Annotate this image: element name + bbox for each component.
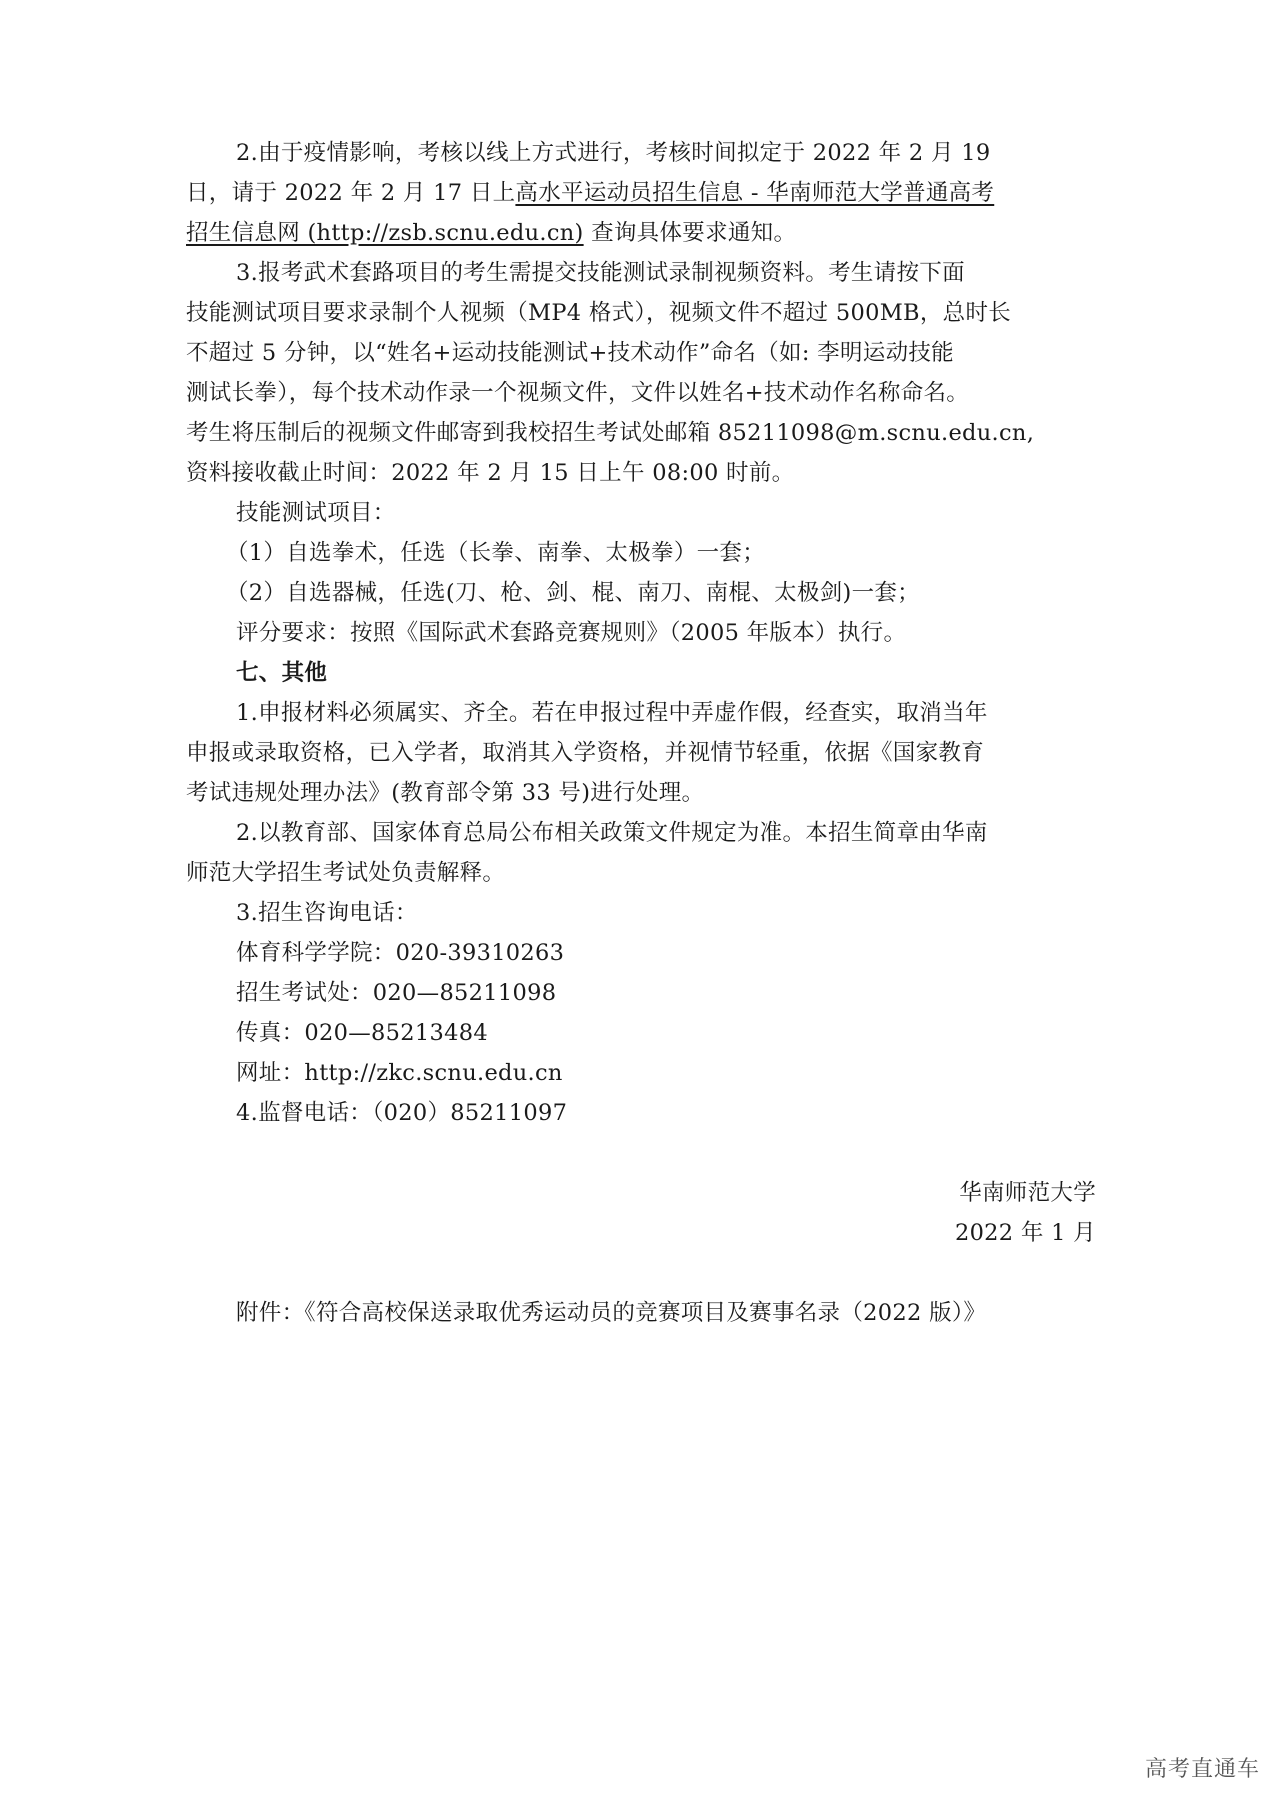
para2-line3-text: 查询具体要求通知。 [583, 220, 797, 246]
section7-p1-line3: 考试违规处理办法》(教育部令第 33 号)进行处理。 [186, 780, 705, 806]
scoring-requirement: 评分要求：按照《国际武术套路竞赛规则》（2005 年版本）执行。 [236, 620, 907, 646]
contact-fax: 传真：020—85213484 [236, 1020, 488, 1046]
section7-p2-line1: 2.以教育部、国家体育总局公布相关政策文件规定为准。本招生简章由华南 [236, 820, 988, 846]
section7-p1-line1: 1.申报材料必须属实、齐全。若在申报过程中弄虚作假，经查实，取消当年 [236, 700, 988, 726]
section7-p2-line2: 师范大学招生考试处负责解释。 [186, 860, 506, 886]
signature-date: 2022 年 1 月 [954, 1220, 1096, 1246]
para3-line3: 不超过 5 分钟，以“姓名+运动技能测试+技术动作”命名（如: 李明运动技能 [186, 340, 954, 366]
para3-line2: 技能测试项目要求录制个人视频（MP4 格式），视频文件不超过 500MB，总时长 [186, 300, 1012, 326]
signature-org: 华南师范大学 [959, 1180, 1096, 1206]
para2-line2-text: 日，请于 2022 年 2 月 17 日上 [186, 180, 516, 206]
para3-line1: 3.报考武术套路项目的考生需提交技能测试录制视频资料。考生请按下面 [236, 260, 965, 286]
para3-line6: 资料接收截止时间：2022 年 2 月 15 日上午 08:00 时前。 [186, 460, 795, 486]
skills-title: 技能测试项目： [236, 500, 396, 526]
para2-line3 [186, 218, 796, 248]
attachment-note: 附件：《符合高校保送录取优秀运动员的竞赛项目及赛事名录（2022 版）》 [236, 1300, 987, 1326]
section7-p3: 3.招生咨询电话： [236, 900, 418, 926]
supervision-phone: 4.监督电话：（020）85211097 [236, 1100, 568, 1126]
para3-line4: 测试长拳），每个技术动作录一个视频文件，文件以姓名+技术动作名称命名。 [186, 380, 970, 406]
admissions-site-link[interactable]: 招生信息网 (http://zsb.scnu.edu.cn) [186, 220, 584, 246]
para2-line1: 2.由于疫情影响，考核以线上方式进行，考核时间拟定于 2022 年 2 月 19 [236, 140, 991, 166]
section-heading-other: 七、其他 [236, 660, 328, 686]
section7-p1-line2: 申报或录取资格，已入学者，取消其入学资格，并视情节轻重，依据《国家教育 [186, 740, 985, 766]
para2-line2 [186, 178, 994, 208]
admissions-info-link[interactable]: 高水平运动员招生信息 - 华南师范大学普通高考 [515, 180, 995, 206]
contact-website: 网址：http://zkc.scnu.edu.cn [236, 1060, 563, 1086]
watermark-text: 高考直通车 [1144, 1757, 1260, 1782]
skills-item-2: （2）自选器械，任选(刀、枪、剑、棍、南刀、南棍、太极剑)一套； [226, 580, 920, 606]
para3-line5: 考生将压制后的视频文件邮寄到我校招生考试处邮箱 85211098@m.scnu.edu.cn, [186, 420, 1035, 446]
contact-sports-college: 体育科学学院：020-39310263 [236, 940, 565, 966]
skills-item-1: （1）自选拳术，任选（长拳、南拳、太极拳）一套； [226, 540, 766, 566]
contact-admissions-office: 招生考试处：020—85211098 [236, 980, 557, 1006]
